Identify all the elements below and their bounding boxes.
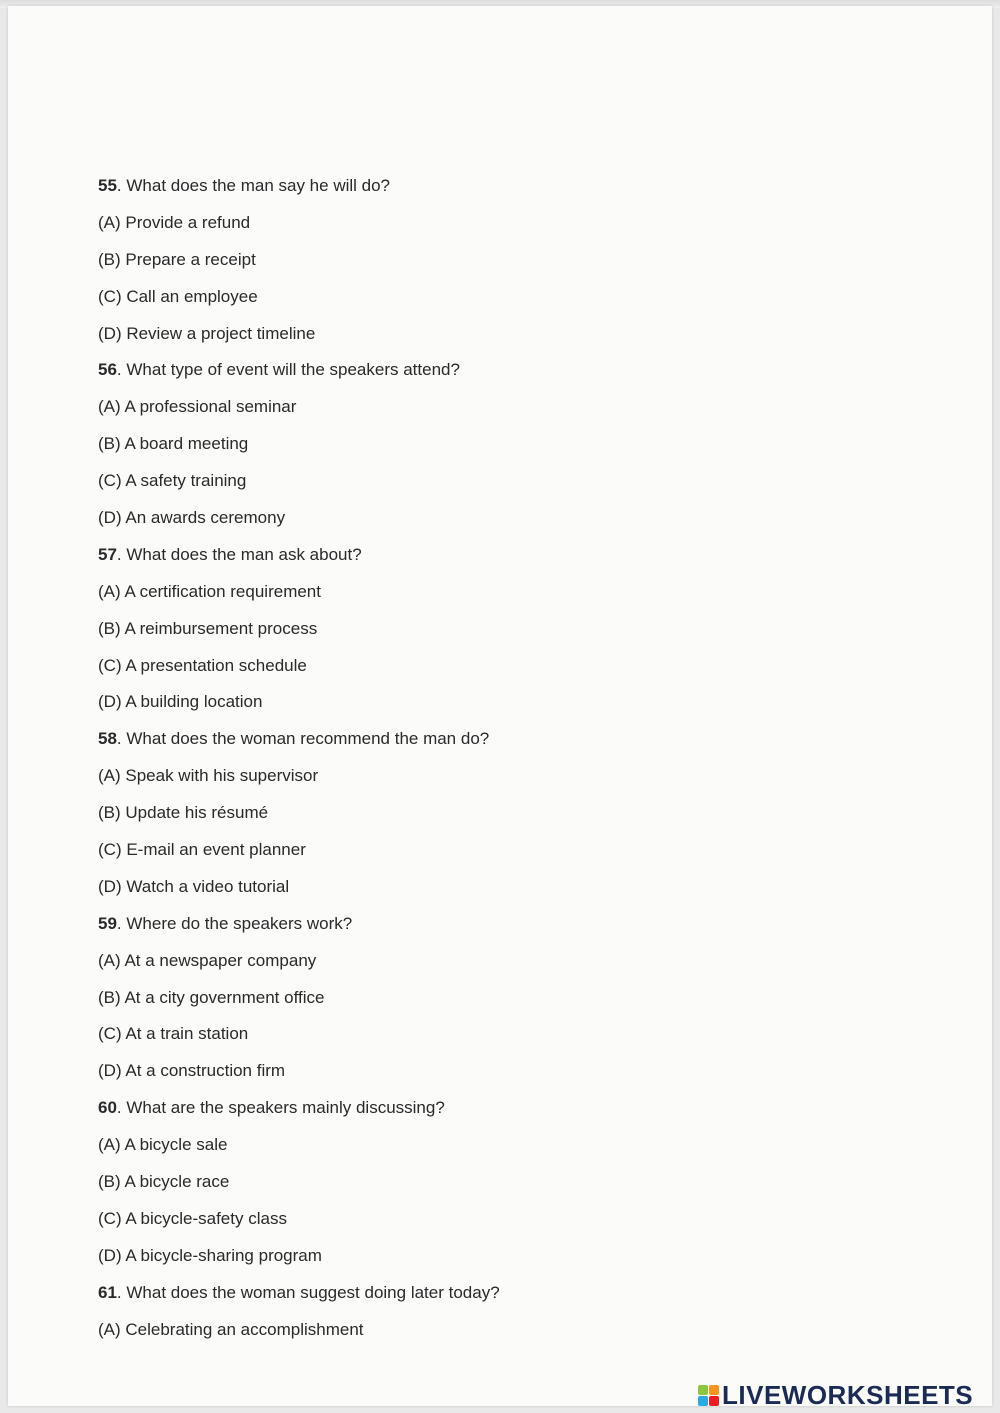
- question-60: [98, 1096, 798, 1133]
- question-text: . What does the man say he will do?: [116, 176, 391, 195]
- question-text: . What does the woman suggest doing later today?: [116, 1282, 500, 1302]
- option-55-b: (B) Prepare a receipt: [98, 249, 256, 269]
- question-57: [98, 543, 798, 580]
- question-number: 55: [98, 176, 117, 195]
- option-58-c: (C) E-mail an event planner: [98, 840, 306, 860]
- option-60-d: (D) A bicycle-sharing program: [98, 1245, 322, 1265]
- option-56-c: (C) A safety training: [98, 471, 247, 491]
- option-61-a: (A) Celebrating an accomplishment: [98, 1319, 364, 1339]
- option-57-d: (D) A building location: [98, 692, 263, 712]
- option-59-d: (D) At a construction firm: [98, 1061, 286, 1081]
- question-56: [98, 358, 798, 395]
- option-56-a: (A) A professional seminar: [98, 397, 297, 417]
- option-58-d: (D) Watch a video tutorial: [98, 876, 290, 896]
- question-number: 58: [98, 729, 117, 749]
- option-55-a: (A) Provide a refund: [98, 212, 251, 232]
- option-56-b: (B) A board meeting: [98, 434, 249, 454]
- question-61: [98, 1281, 798, 1318]
- question-text: . Where do the speakers work?: [116, 913, 353, 933]
- question-list: [98, 174, 798, 1355]
- question-number: 57: [98, 544, 117, 564]
- option-55-d: (D) Review a project timeline: [98, 323, 316, 343]
- question-text: . What does the woman recommend the man do?: [116, 729, 490, 749]
- option-57-c: (C) A presentation schedule: [98, 655, 307, 675]
- logo-cell: [698, 1385, 708, 1395]
- liveworksheets-logo-icon: [698, 1385, 719, 1406]
- question-number: 56: [98, 360, 117, 380]
- question-55: [98, 174, 798, 211]
- option-60-c: (C) A bicycle-safety class: [98, 1208, 287, 1228]
- option-58-b: (B) Update his résumé: [98, 803, 269, 823]
- option-57-b: (B) A reimbursement process: [98, 618, 318, 638]
- question-number: 61: [98, 1282, 117, 1302]
- option-58-a: (A) Speak with his supervisor: [98, 766, 319, 786]
- liveworksheets-watermark: [698, 1380, 973, 1411]
- option-57-a: (A) A certification requirement: [98, 581, 321, 601]
- option-60-a: (A) A bicycle sale: [98, 1135, 228, 1155]
- logo-cell: [698, 1396, 708, 1406]
- logo-cell: [709, 1385, 719, 1395]
- question-58: [98, 727, 798, 764]
- option-59-a: (A) At a newspaper company: [98, 950, 317, 970]
- question-59: [98, 912, 798, 949]
- option-59-c: (C) At a train station: [98, 1024, 249, 1044]
- watermark-text: LIVEWORKSHEETS: [722, 1380, 974, 1410]
- question-number: 59: [98, 913, 117, 933]
- question-text: . What type of event will the speakers attend?: [116, 360, 460, 380]
- question-text: . What are the speakers mainly discussing?: [116, 1098, 445, 1118]
- question-text: . What does the man ask about?: [116, 544, 362, 564]
- question-number: 60: [98, 1098, 117, 1118]
- option-59-b: (B) At a city government office: [98, 987, 325, 1007]
- option-60-b: (B) A bicycle race: [98, 1172, 230, 1192]
- logo-cell: [709, 1396, 719, 1406]
- option-55-c: (C) Call an employee: [98, 286, 258, 306]
- option-56-d: (D) An awards ceremony: [98, 508, 286, 528]
